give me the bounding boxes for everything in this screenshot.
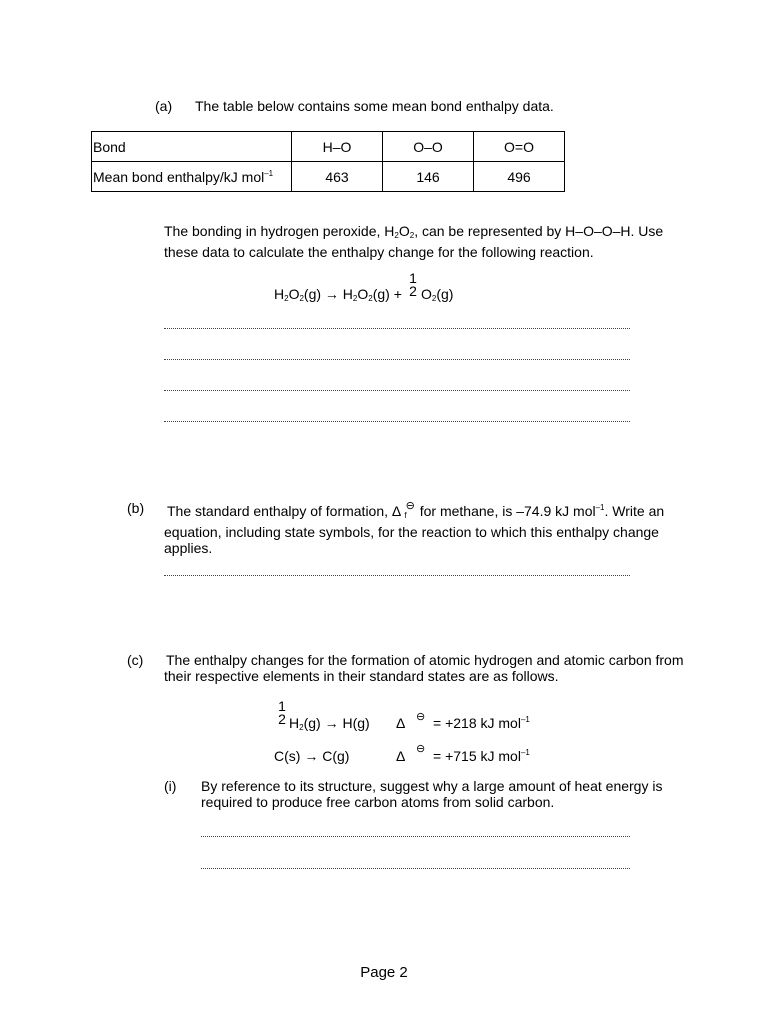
- part-a-intro: The table below contains some mean bond enthalpy data.: [195, 98, 554, 114]
- table-value-o-o: 146: [383, 162, 474, 192]
- table-value-h-o: 463: [292, 162, 383, 192]
- answer-line[interactable]: [164, 328, 630, 329]
- table-header-h-o: H–O: [292, 132, 383, 162]
- answer-line[interactable]: [201, 868, 630, 869]
- part-c-i-label: (i): [164, 778, 177, 794]
- table-row-label: Mean bond enthalpy/kJ mol$^{-1}$: [92, 162, 292, 192]
- part-b-label: (b): [127, 500, 145, 516]
- answer-line[interactable]: [201, 836, 630, 837]
- answer-line[interactable]: [164, 421, 630, 422]
- answer-line[interactable]: [164, 390, 630, 391]
- table-header-bond: Bond: [92, 132, 292, 162]
- delta-symbol: Δ: [396, 748, 406, 764]
- part-a-equation: $H_2O_2(g) \to H_2O_2(g)$ +: [274, 286, 402, 303]
- part-a-equation-o2: $O_2(g)$: [421, 286, 454, 303]
- page-number: Page 2: [360, 964, 408, 981]
- delta-symbol: Δ: [396, 715, 406, 731]
- table-header-o-double-o: O=O: [474, 132, 565, 162]
- half-fraction: 1 2: [409, 270, 417, 299]
- table-row: [92, 132, 565, 162]
- table-header-o-o: O–O: [383, 132, 474, 162]
- part-c-equation-2-value: = +715 kJ mol$^{-1}$: [433, 748, 530, 764]
- part-a-label: (a): [155, 98, 173, 114]
- part-c-label: (c): [127, 652, 144, 668]
- table-value-o-double-o: 496: [474, 162, 565, 192]
- part-b-question-text: The standard enthalpy of formation, Δ $_f$⊖ for methane, is –74.9 kJ mol$^{-1}$. Write an equation, including state symbols, for the reaction to which this enthalpy change applies.: [164, 500, 665, 556]
- answer-line[interactable]: [164, 359, 630, 360]
- standard-state-icon: ⊖: [405, 500, 415, 512]
- bond-enthalpy-table: [91, 131, 565, 192]
- table-row: [92, 162, 565, 192]
- answer-line[interactable]: [164, 575, 630, 576]
- part-c-intro: The enthalpy changes for the formation of atomic hydrogen and atomic carbon from their respective elements in their standard states are as follows.: [164, 652, 684, 684]
- part-c-equation-1: $H_2(g) \to H(g)$: [289, 715, 370, 732]
- part-c-i-text: By reference to its structure, suggest why a large amount of heat energy is required to produce free carbon atoms from solid carbon.: [201, 778, 663, 810]
- half-fraction: 1 2: [278, 698, 286, 727]
- standard-state-icon: ⊖: [416, 743, 426, 755]
- part-c-equation-2: C(s) → C(g): [274, 748, 350, 764]
- part-c-equation-1-value: = +218 kJ mol$^{-1}$: [433, 715, 530, 731]
- part-a-question-text: The bonding in hydrogen peroxide, $H_2O_2$, can be represented by H–O–O–H. Use these data to calculate the enthalpy change for the following reaction.: [164, 223, 664, 260]
- standard-state-icon: ⊖: [416, 711, 426, 723]
